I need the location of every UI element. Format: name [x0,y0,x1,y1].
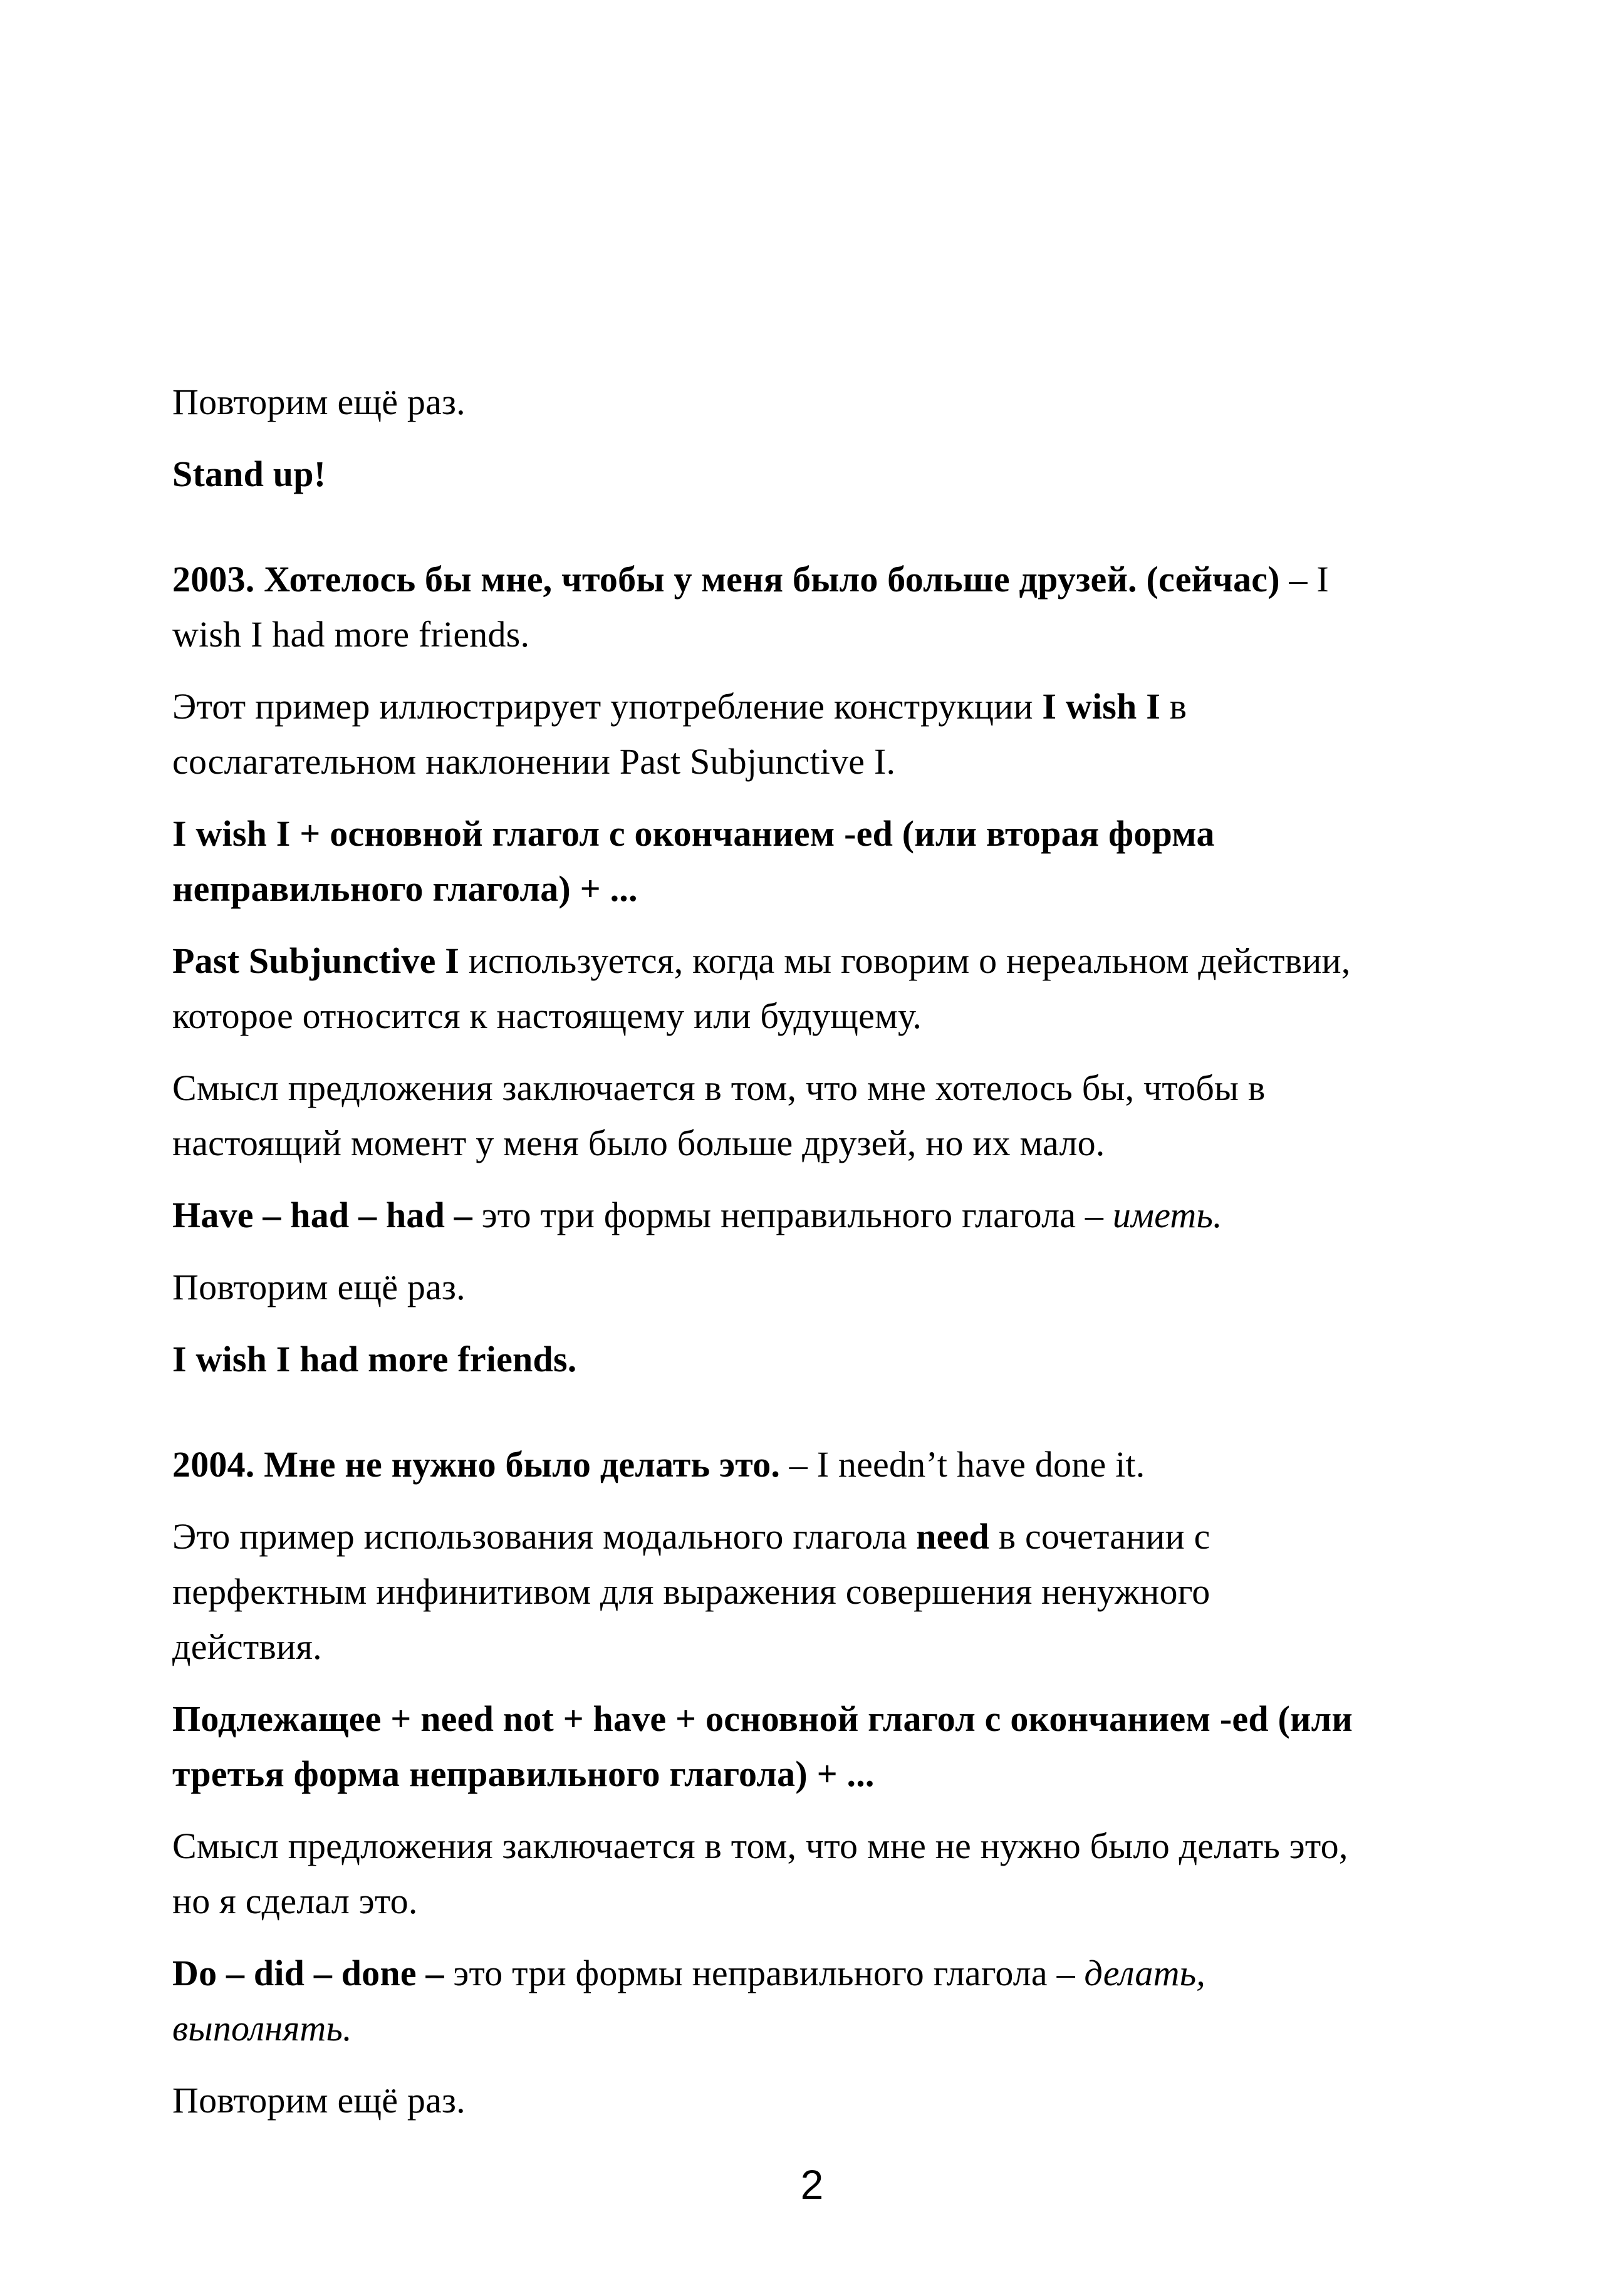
text-segment: в сочетании с перфектным инфинитивом для выражения совершения ненужного действия. [172,1516,1210,1667]
text-segment: Do – did – done – [172,1953,444,1993]
text-segment: в сослагательном наклонении Past Subjunctive I. [172,686,1187,782]
text-segment: Повторим ещё раз. [172,2080,466,2121]
text-segment: Это пример использования модального глагола [172,1516,917,1557]
paragraph [172,1332,1363,1387]
text-segment: иметь. [1112,1195,1222,1235]
text-segment: I wish I had more friends. [172,1339,577,1379]
paragraph [172,1691,1363,1802]
paragraph [172,933,1363,1044]
text-segment: – I wish I had more friends. [172,559,1329,655]
page-footer [0,2161,1624,2208]
paragraph [172,1946,1363,2056]
paragraph [172,2073,1363,2128]
page-number: 2 [800,2161,824,2208]
text-segment: Past Subjunctive I [172,940,459,981]
paragraph [172,1509,1363,1675]
text-segment: need [916,1516,990,1557]
text-segment: I wish I + основной глагол с окончанием -ed (или вторая форма неправильного глагола) + ... [172,813,1215,909]
paragraph [172,1188,1363,1243]
text-segment: Stand up! [172,454,326,494]
paragraph [172,1819,1363,1929]
paragraph [172,1061,1363,1171]
text-segment: Повторим ещё раз. [172,382,466,422]
text-segment: I wish I [1042,686,1160,727]
paragraph [172,552,1363,662]
text-segment: это три формы неправильного глагола – [444,1953,1085,1993]
text-segment: это три формы неправильного глагола – [472,1195,1113,1235]
text-segment: делать, выполнять. [172,1953,1206,2049]
paragraph [172,1260,1363,1315]
text-segment: Смысл предложения заключается в том, что мне хотелось бы, чтобы в настоящий момент у меня было больше друзей, но их мало. [172,1067,1266,1163]
paragraph [172,679,1363,789]
text-segment: Have – had – had – [172,1195,472,1235]
paragraph [172,447,1363,502]
text-segment: Смысл предложения заключается в том, что мне не нужно было делать это, но я сделал это. [172,1826,1348,1921]
document-body [172,375,1363,2145]
paragraph [172,1437,1363,1492]
text-segment: Этот пример иллюстрирует употребление конструкции [172,686,1043,727]
paragraph [172,806,1363,917]
paragraph [172,375,1363,430]
text-segment: – I needn’t have done it. [780,1444,1145,1485]
text-segment: 2004. Мне не нужно было делать это. [172,1444,781,1485]
text-segment: Повторим ещё раз. [172,1267,466,1307]
text-segment: используется, когда мы говорим о нереальном действии, которое относится к настоящему или будущему. [172,940,1351,1036]
text-segment: Подлежащее + need not + have + основной глагол с окончанием -ed (или третья форма неправильного глагола) + ... [172,1698,1353,1794]
text-segment: 2003. Хотелось бы мне, чтобы у меня было больше друзей. (сейчас) [172,559,1280,600]
